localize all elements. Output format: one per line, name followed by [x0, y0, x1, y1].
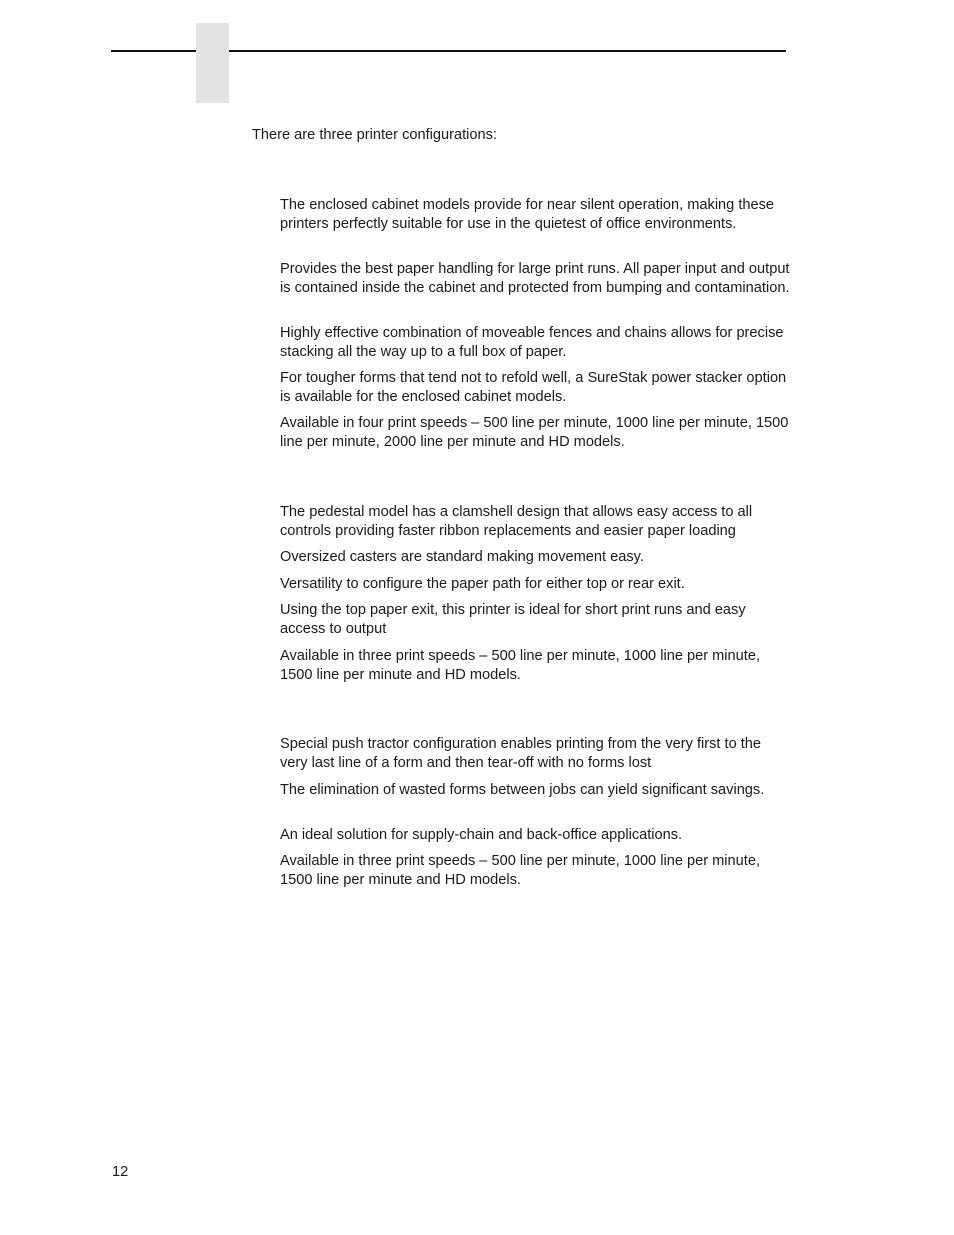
section-2-paragraph-1: The pedestal model has a clamshell design that allows easy access to all controls providing faster ribbon replacements and easier paper loading [280, 504, 753, 539]
section-3-paragraph-3: An ideal solution for supply-chain and back-office applications. [280, 827, 683, 843]
chapter-tab [196, 23, 229, 103]
section-2-paragraph-2: Oversized casters are standard making movement easy. [280, 549, 644, 565]
section-1-paragraph-4: For tougher forms that tend not to refold well, a SureStak power stacker option is available for the enclosed cabinet models. [280, 370, 787, 405]
section-1-paragraph-2: Provides the best paper handling for large print runs. All paper input and output is contained inside the cabinet and protected from bumping and contamination. [280, 261, 790, 296]
section-3-paragraph-2: The elimination of wasted forms between jobs can yield significant savings. [280, 782, 765, 798]
section-2-paragraph-5: Available in three print speeds – 500 line per minute, 1000 line per minute, 1500 line per minute and HD models. [280, 648, 761, 683]
page-number: 12 [112, 1164, 129, 1180]
section-1-paragraph-1: The enclosed cabinet models provide for near silent operation, making these printers perfectly suitable for use in the quietest of office environments. [280, 197, 775, 232]
section-3-paragraph-1: Special push tractor configuration enables printing from the very first to the very last line of a form and then tear-off with no forms lost [280, 736, 762, 771]
section-3-paragraph-4: Available in three print speeds – 500 line per minute, 1000 line per minute, 1500 line per minute and HD models. [280, 853, 761, 888]
section-1-paragraph-3: Highly effective combination of moveable fences and chains allows for precise stacking all the way up to a full box of paper. [280, 325, 784, 360]
section-1-paragraph-5: Available in four print speeds – 500 line per minute, 1000 line per minute, 1500 line per minute, 2000 line per minute and HD models. [280, 415, 789, 450]
section-2-paragraph-4: Using the top paper exit, this printer is ideal for short print runs and easy access to output [280, 602, 746, 637]
intro-text: There are three printer configurations: [252, 127, 497, 143]
section-2-paragraph-3: Versatility to configure the paper path for either top or rear exit. [280, 576, 685, 592]
